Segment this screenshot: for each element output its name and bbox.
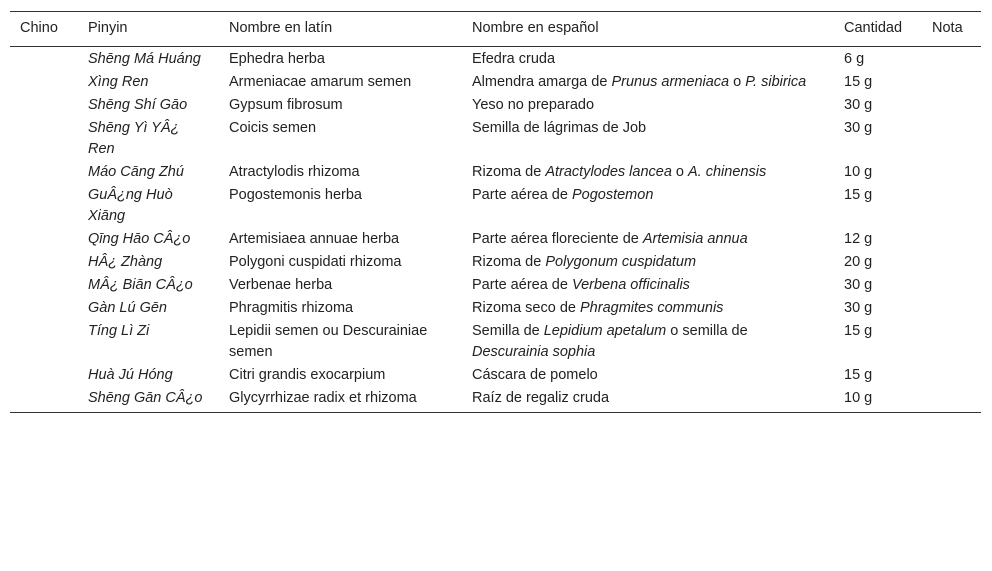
cell-cantidad: 10 g: [844, 164, 873, 180]
cell-chino: [10, 297, 78, 320]
cell-pinyin: Shēng Shí Gāo: [88, 97, 188, 113]
cell-latin: Armeniacae amarum semen: [229, 74, 412, 90]
cell-latin: Polygoni cuspidati rhizoma: [229, 254, 402, 270]
cell-espanol: [462, 387, 834, 413]
species-name: A. chinensis: [688, 164, 767, 180]
header-espanol: Nombre en español: [472, 20, 599, 36]
formula-table-container: [10, 11, 981, 413]
table-row: [10, 184, 981, 228]
cell-latin: Verbenae herba: [229, 277, 333, 293]
text-segment: Parte aérea floreciente de: [472, 231, 643, 247]
cell-latin: Citri grandis exocarpium: [229, 367, 386, 383]
text-segment: o: [729, 74, 746, 90]
cell-nota: [922, 184, 981, 228]
cell-cantidad: 30 g: [844, 300, 873, 316]
species-name: Verbena officinalis: [571, 277, 690, 293]
cell-chino: [10, 228, 78, 251]
species-name: Pogostemon: [571, 187, 654, 203]
text-segment: o semilla de: [666, 323, 748, 339]
species-name: Prunus armeniaca: [611, 74, 730, 90]
cell-pinyin: Gàn Lú Gēn: [88, 300, 167, 316]
text-segment: Cáscara de pomelo: [472, 367, 598, 383]
species-name: Artemisia annua: [642, 231, 748, 247]
cell-cantidad: 15 g: [844, 367, 873, 383]
species-name: Lepidium apetalum: [543, 323, 667, 339]
table-row: [10, 320, 981, 364]
table-row: [10, 117, 981, 161]
text-segment: Parte aérea de: [472, 187, 572, 203]
cell-pinyin: GuÂ¿ng Huò Xiāng: [88, 187, 173, 224]
text-segment: Parte aérea de: [472, 277, 572, 293]
cell-nota: [922, 364, 981, 387]
cell-chino: [10, 117, 78, 161]
cell-nota: [922, 274, 981, 297]
cell-nota: [922, 117, 981, 161]
table-row: [10, 94, 981, 117]
header-cantidad: Cantidad: [844, 20, 903, 36]
header-row: [10, 12, 981, 47]
cell-latin: Artemisiaea annuae herba: [229, 231, 400, 247]
table-row: [10, 251, 981, 274]
table-row: [10, 161, 981, 184]
cell-latin: Atractylodis rhizoma: [229, 164, 360, 180]
cell-pinyin: Shēng Gān CÂ¿o: [88, 390, 203, 406]
cell-nota: [922, 251, 981, 274]
table-row: [10, 387, 981, 413]
text-segment: o: [671, 164, 689, 180]
cell-chino: [10, 320, 78, 364]
text-segment: Rizoma de: [472, 164, 546, 180]
cell-latin: Ephedra herba: [229, 51, 325, 67]
cell-pinyin: HÂ¿ Zhàng: [88, 254, 163, 270]
cell-chino: [10, 47, 78, 72]
species-name: Phragmites communis: [580, 300, 724, 316]
cell-latin: Lepidii semen ou Descurainiae semen: [229, 323, 428, 360]
cell-chino: [10, 364, 78, 387]
table-body: [10, 47, 981, 413]
cell-espanol: [462, 184, 834, 228]
table-header: [10, 12, 981, 47]
cell-nota: [922, 47, 981, 72]
cell-pinyin: Tíng Lì Zi: [88, 323, 150, 339]
cell-espanol: [462, 117, 834, 161]
cell-pinyin: Shēng Yì YÂ¿ Ren: [88, 120, 180, 157]
cell-espanol: [462, 364, 834, 387]
cell-pinyin: Qīng Hāo CÂ¿o: [88, 231, 191, 247]
table-row: [10, 364, 981, 387]
cell-pinyin: Huà Jú Hóng: [88, 367, 173, 383]
cell-espanol: [462, 274, 834, 297]
cell-cantidad: 30 g: [844, 120, 873, 136]
cell-espanol: [462, 71, 834, 94]
cell-nota: [922, 320, 981, 364]
cell-espanol: [462, 297, 834, 320]
table-row: [10, 71, 981, 94]
header-latin: Nombre en latín: [229, 20, 333, 36]
cell-nota: [922, 387, 981, 413]
text-segment: Rizoma seco de: [472, 300, 580, 316]
header-pinyin: Pinyin: [88, 20, 128, 36]
cell-nota: [922, 161, 981, 184]
header-nota: Nota: [932, 20, 963, 36]
cell-nota: [922, 94, 981, 117]
cell-chino: [10, 184, 78, 228]
cell-nota: [922, 71, 981, 94]
species-name: Polygonum cuspidatum: [545, 254, 697, 270]
header-chino: Chino: [20, 20, 58, 36]
cell-cantidad: 15 g: [844, 323, 873, 339]
text-segment: Almendra amarga de: [472, 74, 612, 90]
cell-espanol: [462, 161, 834, 184]
text-segment: Efedra cruda: [472, 51, 556, 67]
cell-cantidad: 30 g: [844, 277, 873, 293]
text-segment: Semilla de: [472, 323, 544, 339]
cell-espanol: [462, 228, 834, 251]
cell-espanol: [462, 251, 834, 274]
cell-espanol: [462, 47, 834, 72]
species-name: Descurainia sophia: [472, 344, 596, 360]
table-row: [10, 47, 981, 72]
text-segment: Yeso no preparado: [472, 97, 595, 113]
table-row: [10, 228, 981, 251]
cell-cantidad: 30 g: [844, 97, 873, 113]
cell-chino: [10, 71, 78, 94]
cell-espanol: [462, 94, 834, 117]
text-segment: Raíz de regaliz cruda: [472, 390, 610, 406]
table-row: [10, 297, 981, 320]
cell-latin: Gypsum fibrosum: [229, 97, 343, 113]
cell-cantidad: 12 g: [844, 231, 873, 247]
cell-pinyin: Shēng Má Huáng: [88, 51, 201, 67]
text-segment: Semilla de lágrimas de Job: [472, 120, 647, 136]
cell-cantidad: 6 g: [844, 51, 865, 67]
cell-latin: Coicis semen: [229, 120, 317, 136]
species-name: P. sibirica: [745, 74, 807, 90]
cell-nota: [922, 228, 981, 251]
table-row: [10, 274, 981, 297]
cell-latin: Pogostemonis herba: [229, 187, 362, 203]
cell-chino: [10, 387, 78, 413]
cell-cantidad: 15 g: [844, 187, 873, 203]
cell-cantidad: 10 g: [844, 390, 873, 406]
cell-chino: [10, 251, 78, 274]
formula-table: [10, 11, 981, 413]
cell-chino: [10, 274, 78, 297]
cell-pinyin: Xìng Ren: [88, 74, 149, 90]
cell-cantidad: 15 g: [844, 74, 873, 90]
text-segment: Rizoma de: [472, 254, 546, 270]
cell-pinyin: Máo Cāng Zhú: [88, 164, 184, 180]
cell-chino: [10, 94, 78, 117]
cell-cantidad: 20 g: [844, 254, 873, 270]
cell-pinyin: MÂ¿ Biān CÂ¿o: [88, 277, 193, 293]
cell-espanol: [462, 320, 834, 364]
cell-latin: Glycyrrhizae radix et rhizoma: [229, 390, 417, 406]
species-name: Atractylodes lancea: [545, 164, 672, 180]
cell-latin: Phragmitis rhizoma: [229, 300, 354, 316]
cell-nota: [922, 297, 981, 320]
cell-chino: [10, 161, 78, 184]
